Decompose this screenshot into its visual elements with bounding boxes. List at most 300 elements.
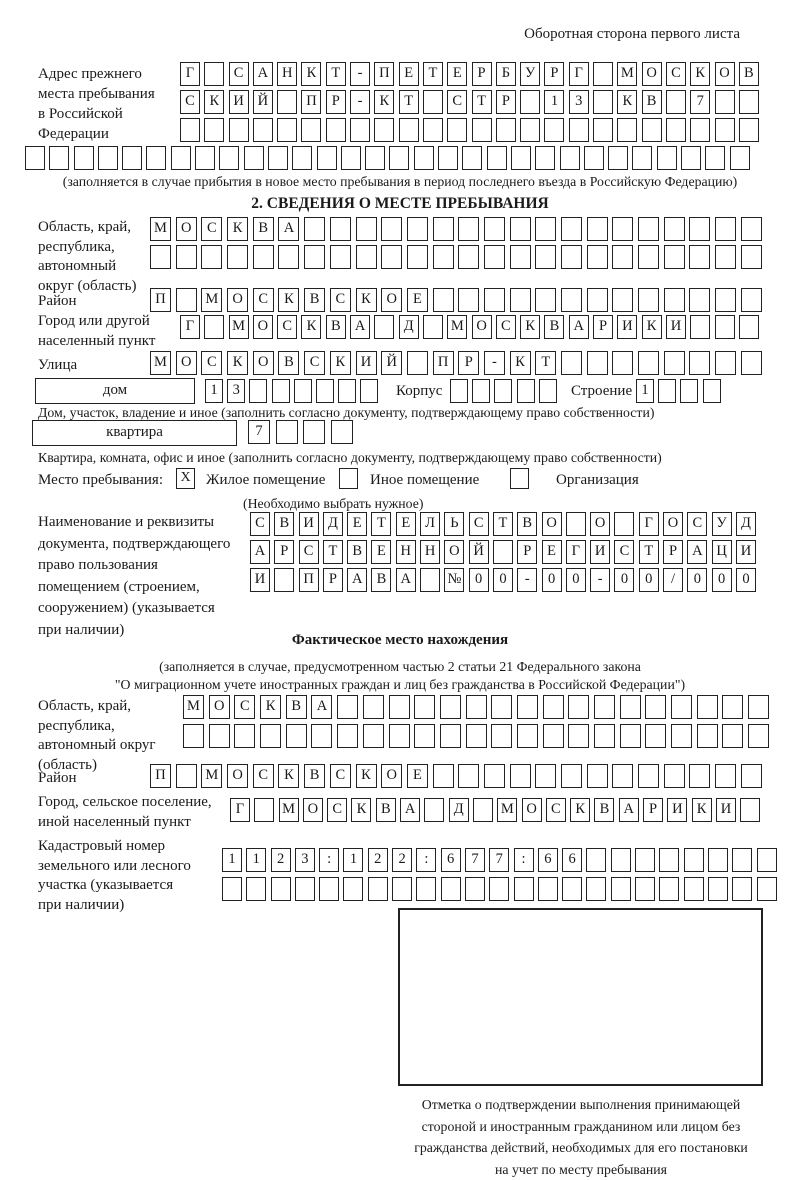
char-cell — [254, 798, 274, 822]
char-cell — [562, 877, 582, 901]
prev-address-row-2 — [180, 90, 759, 114]
char-cell: 6 — [538, 848, 558, 872]
char-cell: П — [150, 288, 171, 312]
char-cell — [440, 724, 461, 748]
char-cell — [356, 217, 377, 241]
char-cell — [176, 288, 197, 312]
char-cell — [276, 420, 298, 444]
char-cell — [741, 288, 762, 312]
char-cell: К — [374, 90, 394, 114]
char-cell: В — [286, 695, 307, 719]
char-cell: К — [278, 288, 299, 312]
apartment-box: квартира — [32, 420, 237, 446]
char-cell — [249, 379, 267, 403]
char-cell: Т — [639, 540, 659, 564]
char-cell — [705, 146, 725, 170]
char-cell — [253, 118, 273, 142]
actual-district-label: Район — [38, 770, 77, 786]
char-cell: 0 — [614, 568, 634, 592]
char-cell: О — [381, 764, 402, 788]
char-cell: С — [447, 90, 467, 114]
char-cell: 2 — [368, 848, 388, 872]
char-cell — [739, 90, 759, 114]
char-cell: К — [617, 90, 637, 114]
option-residential-label: Жилое помещение — [206, 472, 326, 488]
actual-city-label: Город, сельское поселение, иной населенный пункт — [38, 794, 212, 830]
document-row-3 — [250, 568, 756, 592]
char-cell: О — [303, 798, 323, 822]
checkbox-organization — [510, 468, 529, 489]
char-cell — [635, 848, 655, 872]
char-cell: О — [253, 351, 274, 375]
prev-address-label: Адрес прежнего места пребывания в Российской Федерации — [38, 66, 155, 142]
char-cell — [465, 877, 485, 901]
char-cell — [561, 764, 582, 788]
char-cell: Н — [277, 62, 297, 86]
char-cell — [338, 379, 356, 403]
char-cell — [330, 217, 351, 241]
char-cell: Р — [458, 351, 479, 375]
apartment-note: Квартира, комната, офис и иное (заполнить согласно документу, подтверждающему право собственности) — [38, 450, 662, 465]
char-cell: 0 — [469, 568, 489, 592]
char-cell — [399, 118, 419, 142]
char-cell: Е — [407, 288, 428, 312]
char-cell — [543, 695, 564, 719]
char-cell: Р — [472, 62, 492, 86]
char-cell: В — [326, 315, 346, 339]
char-cell: И — [667, 798, 687, 822]
char-cell: И — [356, 351, 377, 375]
char-cell — [715, 90, 735, 114]
char-cell: Р — [643, 798, 663, 822]
char-cell: Т — [493, 512, 513, 536]
char-cell — [587, 351, 608, 375]
char-cell: Г — [566, 540, 586, 564]
char-cell: А — [278, 217, 299, 241]
char-cell — [491, 695, 512, 719]
actual-district-row — [150, 764, 762, 788]
char-cell — [74, 146, 94, 170]
char-cell — [368, 877, 388, 901]
char-cell — [458, 288, 479, 312]
char-cell — [517, 379, 535, 403]
char-cell — [681, 146, 701, 170]
char-cell — [146, 146, 166, 170]
char-cell: С — [201, 351, 222, 375]
char-cell: К — [692, 798, 712, 822]
stamp-caption: Отметка о подтверждении выполнения принимающей стороной и иностранным гражданином или лицом без гражданства действий, необходимых для его постановки на учет по месту пребывания — [414, 1097, 748, 1177]
char-cell — [517, 724, 538, 748]
char-cell: А — [250, 540, 270, 564]
char-cell — [484, 217, 505, 241]
char-cell: Ь — [444, 512, 464, 536]
char-cell — [544, 118, 564, 142]
char-cell — [697, 724, 718, 748]
char-cell — [286, 724, 307, 748]
char-cell: В — [594, 798, 614, 822]
char-cell — [440, 695, 461, 719]
char-cell: В — [304, 764, 325, 788]
char-cell: С — [496, 315, 516, 339]
char-cell — [538, 877, 558, 901]
char-cell — [587, 764, 608, 788]
char-cell — [620, 695, 641, 719]
char-cell: В — [274, 512, 294, 536]
char-cell: С — [253, 764, 274, 788]
char-cell — [666, 118, 686, 142]
char-cell — [122, 146, 142, 170]
char-cell: С — [234, 695, 255, 719]
char-cell: И — [590, 540, 610, 564]
char-cell — [566, 512, 586, 536]
char-cell — [561, 245, 582, 269]
char-cell: О — [642, 62, 662, 86]
char-cell: К — [570, 798, 590, 822]
char-cell: Л — [420, 512, 440, 536]
char-cell — [304, 245, 325, 269]
char-cell: 3 — [295, 848, 315, 872]
char-cell — [472, 379, 490, 403]
char-cell: 1 — [205, 379, 223, 403]
char-cell — [730, 146, 750, 170]
char-cell: У — [520, 62, 540, 86]
char-cell: О — [176, 351, 197, 375]
char-cell — [414, 695, 435, 719]
char-cell: 1 — [246, 848, 266, 872]
char-cell — [539, 379, 557, 403]
char-cell: В — [347, 540, 367, 564]
char-cell: 3 — [227, 379, 245, 403]
char-cell — [447, 118, 467, 142]
char-cell: В — [376, 798, 396, 822]
char-cell — [617, 118, 637, 142]
prev-address-footnote: (заполняется в случае прибытия в новое место пребывания в период последнего въезда в Российскую Федерацию) — [62, 174, 738, 189]
char-cell: Д — [449, 798, 469, 822]
char-cell: С — [327, 798, 347, 822]
char-cell — [689, 351, 710, 375]
char-cell — [493, 540, 513, 564]
char-cell — [664, 217, 685, 241]
char-cell — [494, 379, 512, 403]
char-cell — [690, 118, 710, 142]
char-cell: В — [253, 217, 274, 241]
char-cell — [195, 146, 215, 170]
char-cell — [645, 695, 666, 719]
char-cell: С — [201, 217, 222, 241]
char-cell — [337, 724, 358, 748]
char-cell — [171, 146, 191, 170]
char-cell — [423, 315, 443, 339]
char-cell — [450, 379, 468, 403]
char-cell — [260, 724, 281, 748]
char-cell — [433, 245, 454, 269]
char-cell — [227, 245, 248, 269]
char-cell — [584, 146, 604, 170]
cadastral-row-1 — [222, 848, 777, 872]
char-cell — [689, 764, 710, 788]
char-cell: 0 — [687, 568, 707, 592]
char-cell — [316, 379, 334, 403]
char-cell — [594, 724, 615, 748]
region-row-2 — [150, 245, 762, 269]
house-note: Дом, участок, владение и иное (заполнить согласно документу, подтверждающему право собственности) — [38, 405, 655, 420]
char-cell — [657, 146, 677, 170]
char-cell: Е — [407, 764, 428, 788]
char-cell — [638, 245, 659, 269]
char-cell — [593, 90, 613, 114]
char-cell: К — [642, 315, 662, 339]
char-cell — [659, 848, 679, 872]
char-cell — [722, 724, 743, 748]
char-cell: 0 — [566, 568, 586, 592]
char-cell — [510, 245, 531, 269]
char-cell: С — [614, 540, 634, 564]
char-cell: Ц — [712, 540, 732, 564]
char-cell: : — [514, 848, 534, 872]
char-cell — [49, 146, 69, 170]
char-cell: 2 — [271, 848, 291, 872]
char-cell: 2 — [392, 848, 412, 872]
confirmation-stamp-box — [398, 908, 763, 1086]
char-cell: Е — [371, 540, 391, 564]
char-cell: 1 — [343, 848, 363, 872]
char-cell: М — [150, 351, 171, 375]
char-cell — [229, 118, 249, 142]
char-cell — [568, 695, 589, 719]
char-cell: Е — [447, 62, 467, 86]
stay-type-note: (Необходимо выбрать нужное) — [243, 496, 424, 511]
char-cell — [462, 146, 482, 170]
char-cell — [180, 118, 200, 142]
char-cell — [356, 245, 377, 269]
district-row — [150, 288, 762, 312]
char-cell: О — [227, 764, 248, 788]
char-cell: С — [304, 351, 325, 375]
char-cell — [381, 217, 402, 241]
char-cell: К — [278, 764, 299, 788]
char-cell — [560, 146, 580, 170]
char-cell: 0 — [712, 568, 732, 592]
char-cell — [458, 245, 479, 269]
region-label: Область, край, республика, автономный округ (область) — [38, 219, 137, 294]
char-cell — [337, 695, 358, 719]
char-cell — [535, 764, 556, 788]
char-cell: 7 — [489, 848, 509, 872]
char-cell — [330, 245, 351, 269]
actual-location-note-2: "О миграционном учете иностранных граждан и лиц без гражданства в Российской Федерации") — [114, 677, 686, 692]
char-cell: М — [279, 798, 299, 822]
char-cell: Р — [323, 568, 343, 592]
char-cell — [484, 288, 505, 312]
char-cell — [635, 877, 655, 901]
char-cell — [150, 245, 171, 269]
char-cell — [423, 118, 443, 142]
char-cell: И — [229, 90, 249, 114]
char-cell — [638, 351, 659, 375]
char-cell — [433, 764, 454, 788]
char-cell — [586, 877, 606, 901]
char-cell — [593, 118, 613, 142]
char-cell: С — [253, 288, 274, 312]
char-cell: 6 — [441, 848, 461, 872]
char-cell — [535, 146, 555, 170]
char-cell: Г — [569, 62, 589, 86]
char-cell: К — [260, 695, 281, 719]
section2-title: 2. СВЕДЕНИЯ О МЕСТЕ ПРЕБЫВАНИЯ — [251, 195, 549, 212]
char-cell — [659, 877, 679, 901]
char-cell — [543, 724, 564, 748]
char-cell — [741, 764, 762, 788]
char-cell — [520, 90, 540, 114]
document-row-1 — [250, 512, 756, 536]
char-cell: С — [330, 288, 351, 312]
char-cell: / — [663, 568, 683, 592]
char-cell — [715, 118, 735, 142]
char-cell: В — [544, 315, 564, 339]
char-cell: С — [687, 512, 707, 536]
char-cell: П — [433, 351, 454, 375]
char-cell: У — [712, 512, 732, 536]
char-cell: М — [150, 217, 171, 241]
char-cell: К — [301, 315, 321, 339]
char-cell: О — [176, 217, 197, 241]
char-cell — [708, 848, 728, 872]
char-cell — [484, 245, 505, 269]
char-cell — [632, 146, 652, 170]
char-cell — [331, 420, 353, 444]
char-cell: К — [356, 764, 377, 788]
char-cell — [441, 877, 461, 901]
char-cell — [360, 379, 378, 403]
apartment-cells — [248, 420, 353, 444]
char-cell — [593, 62, 613, 86]
char-cell — [638, 217, 659, 241]
char-cell: 1 — [544, 90, 564, 114]
char-cell: Р — [593, 315, 613, 339]
char-cell — [535, 288, 556, 312]
city-label: Город или другой населенный пункт — [38, 313, 156, 349]
char-cell: Г — [230, 798, 250, 822]
char-cell — [520, 118, 540, 142]
char-cell — [365, 146, 385, 170]
char-cell — [740, 798, 760, 822]
char-cell — [277, 90, 297, 114]
char-cell — [491, 724, 512, 748]
char-cell — [715, 217, 736, 241]
char-cell — [664, 245, 685, 269]
char-cell: М — [617, 62, 637, 86]
char-cell: А — [350, 315, 370, 339]
char-cell: Т — [423, 62, 443, 86]
char-cell — [201, 245, 222, 269]
char-cell — [645, 724, 666, 748]
char-cell: С — [469, 512, 489, 536]
char-cell: - — [350, 90, 370, 114]
char-cell: 7 — [248, 420, 270, 444]
char-cell: Т — [371, 512, 391, 536]
char-cell — [176, 764, 197, 788]
char-cell: С — [546, 798, 566, 822]
char-cell: В — [304, 288, 325, 312]
char-cell — [561, 217, 582, 241]
house-cells — [205, 379, 378, 403]
char-cell — [271, 877, 291, 901]
char-cell — [739, 118, 759, 142]
char-cell: В — [517, 512, 537, 536]
char-cell — [311, 724, 332, 748]
char-cell — [183, 724, 204, 748]
char-cell: И — [250, 568, 270, 592]
char-cell — [757, 877, 777, 901]
checkbox-other-premises — [339, 468, 358, 489]
char-cell — [484, 764, 505, 788]
char-cell — [611, 877, 631, 901]
checkbox-residential: X — [176, 468, 195, 489]
char-cell: К — [204, 90, 224, 114]
char-cell: О — [227, 288, 248, 312]
char-cell: Р — [274, 540, 294, 564]
char-cell: 1 — [222, 848, 242, 872]
char-cell: 7 — [690, 90, 710, 114]
char-cell — [389, 146, 409, 170]
char-cell — [204, 62, 224, 86]
option-other-premises-label: Иное помещение — [370, 472, 480, 488]
char-cell — [715, 288, 736, 312]
char-cell: К — [330, 351, 351, 375]
char-cell — [561, 351, 582, 375]
actual-region-label: Область, край, республика, автономный округ (область) — [38, 698, 156, 773]
char-cell: О — [209, 695, 230, 719]
char-cell: А — [347, 568, 367, 592]
char-cell — [209, 724, 230, 748]
char-cell — [732, 848, 752, 872]
char-cell — [303, 420, 325, 444]
char-cell: С — [277, 315, 297, 339]
char-cell: О — [472, 315, 492, 339]
char-cell: Р — [496, 90, 516, 114]
char-cell — [414, 146, 434, 170]
char-cell — [363, 724, 384, 748]
char-cell — [703, 379, 721, 403]
char-cell — [407, 217, 428, 241]
char-cell: 1 — [636, 379, 654, 403]
char-cell — [487, 146, 507, 170]
char-cell — [374, 315, 394, 339]
char-cell: № — [444, 568, 464, 592]
char-cell — [708, 877, 728, 901]
char-cell — [614, 512, 634, 536]
char-cell: Т — [323, 540, 343, 564]
char-cell — [466, 695, 487, 719]
char-cell: Р — [517, 540, 537, 564]
char-cell — [690, 315, 710, 339]
char-cell: С — [250, 512, 270, 536]
char-cell — [741, 217, 762, 241]
char-cell: В — [278, 351, 299, 375]
prev-address-row-4 — [25, 146, 750, 170]
char-cell: О — [522, 798, 542, 822]
char-cell — [715, 315, 735, 339]
char-cell: П — [150, 764, 171, 788]
char-cell: К — [227, 351, 248, 375]
char-cell: К — [351, 798, 371, 822]
char-cell: В — [371, 568, 391, 592]
char-cell — [438, 146, 458, 170]
char-cell — [392, 877, 412, 901]
char-cell — [343, 877, 363, 901]
char-cell — [722, 695, 743, 719]
char-cell: А — [311, 695, 332, 719]
